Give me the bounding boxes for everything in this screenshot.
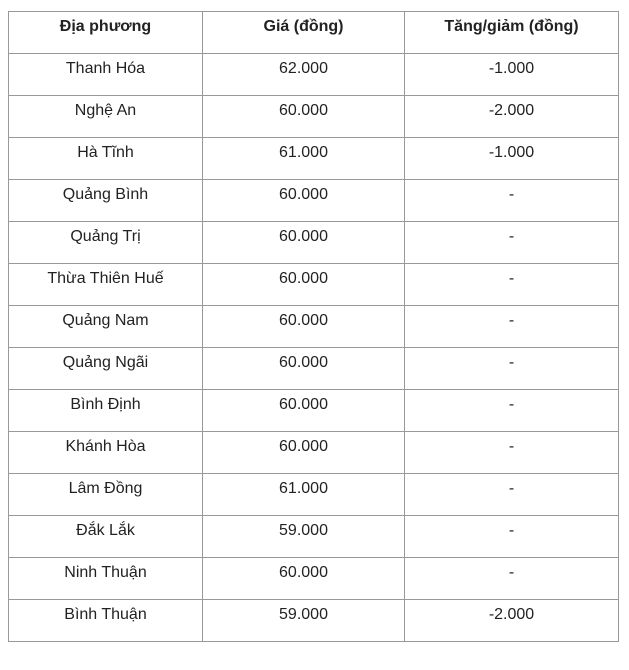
table-row [9, 390, 619, 432]
cell-price: 60.000 [203, 180, 405, 222]
cell-price: 61.000 [203, 474, 405, 516]
cell-price: 60.000 [203, 558, 405, 600]
cell-price: 59.000 [203, 600, 405, 642]
table-body [9, 54, 619, 642]
cell-region: Bình Thuận [9, 600, 203, 642]
cell-region: Ninh Thuận [9, 558, 203, 600]
table-header [9, 12, 619, 54]
cell-region: Khánh Hòa [9, 432, 203, 474]
cell-price: 60.000 [203, 222, 405, 264]
cell-change: -1.000 [405, 138, 619, 180]
cell-price: 61.000 [203, 138, 405, 180]
cell-region: Thanh Hóa [9, 54, 203, 96]
cell-region: Hà Tĩnh [9, 138, 203, 180]
cell-price: 60.000 [203, 96, 405, 138]
cell-change: - [405, 558, 619, 600]
cell-region: Quảng Trị [9, 222, 203, 264]
cell-region: Quảng Bình [9, 180, 203, 222]
table-row [9, 558, 619, 600]
cell-change: - [405, 390, 619, 432]
table-row [9, 600, 619, 642]
cell-price: 59.000 [203, 516, 405, 558]
cell-change: - [405, 306, 619, 348]
table-row [9, 222, 619, 264]
cell-change: - [405, 474, 619, 516]
cell-region: Quảng Nam [9, 306, 203, 348]
cell-price: 60.000 [203, 348, 405, 390]
table-row [9, 306, 619, 348]
cell-change: - [405, 432, 619, 474]
price-table [8, 11, 619, 642]
cell-price: 60.000 [203, 264, 405, 306]
cell-change: -2.000 [405, 96, 619, 138]
table-row [9, 180, 619, 222]
table-row [9, 96, 619, 138]
table-row [9, 348, 619, 390]
cell-region: Lâm Đồng [9, 474, 203, 516]
cell-price: 60.000 [203, 306, 405, 348]
cell-price: 62.000 [203, 54, 405, 96]
cell-change: - [405, 180, 619, 222]
table-row [9, 264, 619, 306]
cell-region: Bình Định [9, 390, 203, 432]
cell-change: -1.000 [405, 54, 619, 96]
cell-price: 60.000 [203, 432, 405, 474]
table-row [9, 432, 619, 474]
table-row [9, 474, 619, 516]
header-row [9, 12, 619, 54]
header-region: Địa phương [9, 12, 203, 54]
cell-price: 60.000 [203, 390, 405, 432]
cell-region: Quảng Ngãi [9, 348, 203, 390]
cell-change: - [405, 348, 619, 390]
cell-region: Thừa Thiên Huế [9, 264, 203, 306]
cell-change: - [405, 264, 619, 306]
table-row [9, 516, 619, 558]
table-row [9, 138, 619, 180]
cell-region: Đắk Lắk [9, 516, 203, 558]
cell-change: -2.000 [405, 600, 619, 642]
cell-change: - [405, 516, 619, 558]
cell-change: - [405, 222, 619, 264]
header-price: Giá (đồng) [203, 12, 405, 54]
cell-region: Nghệ An [9, 96, 203, 138]
table-row [9, 54, 619, 96]
header-change: Tăng/giảm (đồng) [405, 12, 619, 54]
